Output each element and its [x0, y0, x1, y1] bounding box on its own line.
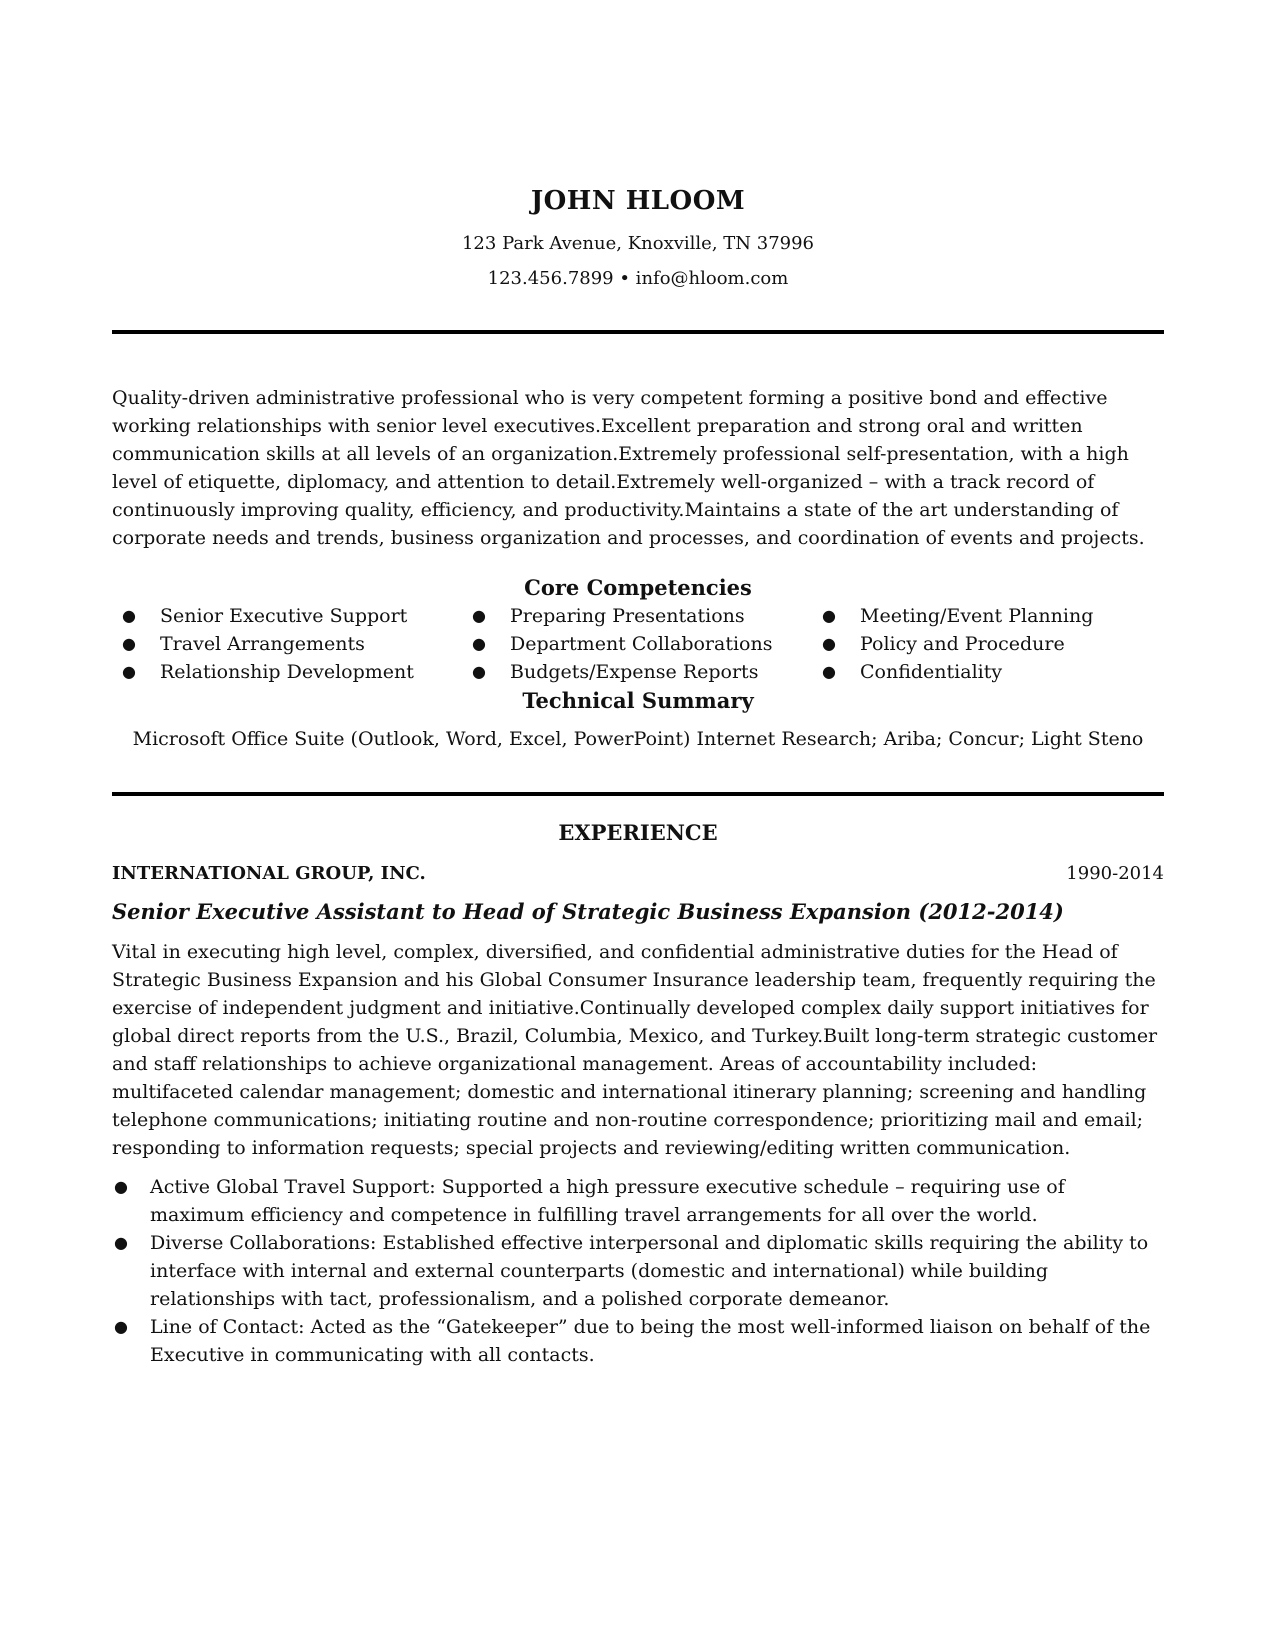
bullet-icon: ●	[472, 662, 486, 681]
bullet-icon: ●	[122, 606, 136, 625]
bullet-icon: ●	[122, 662, 136, 681]
company-row	[112, 860, 1164, 888]
competency-item: ● Policy and Procedure	[812, 630, 1093, 658]
competency-item: ● Senior Executive Support	[112, 602, 414, 630]
technical-summary-text: Microsoft Office Suite (Outlook, Word, Excel, PowerPoint) Internet Research; Ariba; Concur; Light Steno	[132, 728, 1144, 750]
bullet-icon: ●	[472, 634, 486, 653]
address-line: 123 Park Avenue, Knoxville, TN 37996	[461, 233, 815, 254]
core-competencies-list	[112, 602, 1164, 692]
competency-item: ● Relationship Development	[112, 658, 414, 686]
technical-summary-heading: Technical Summary	[522, 688, 754, 713]
phone-email-line: 123.456.7899 • info@hloom.com	[487, 268, 789, 289]
bullet-icon: ●	[822, 662, 836, 681]
competency-column-3	[812, 602, 1093, 686]
header-divider	[112, 330, 1164, 334]
section-divider	[112, 792, 1164, 796]
competency-item: ● Budgets/Expense Reports	[462, 658, 772, 686]
core-competencies-heading: Core Competencies	[524, 575, 752, 600]
bullet-icon: ●	[122, 634, 136, 653]
employment-dates: 1990-2014	[1066, 863, 1164, 884]
list-item: ● Diverse Collaborations: Established effective interpersonal and diplomatic skills requiring the ability to interface with internal and external counterparts (domestic and international) while building relationships with tact, professionalism, and a polished corporate demeanor.	[112, 1229, 1164, 1313]
bullet-icon: ●	[114, 1233, 128, 1252]
list-item: ● Active Global Travel Support: Supported a high pressure executive schedule – requiring use of maximum efficiency and competence in fulfilling travel arrangements for all over the world.	[112, 1173, 1164, 1229]
competency-item: ● Confidentiality	[812, 658, 1093, 686]
bullet-icon: ●	[472, 606, 486, 625]
achievement-list	[112, 1173, 1164, 1369]
competency-item: ● Travel Arrangements	[112, 630, 414, 658]
candidate-name: JOHN HLOOM	[530, 186, 746, 216]
competency-item: ● Meeting/Event Planning	[812, 602, 1093, 630]
job-title: Senior Executive Assistant to Head of Strategic Business Expansion (2012-2014)	[112, 899, 1064, 924]
resume-page	[112, 0, 1164, 1650]
competency-column-2	[462, 602, 772, 686]
bullet-icon: ●	[822, 606, 836, 625]
bullet-icon: ●	[114, 1317, 128, 1336]
competency-item: ● Department Collaborations	[462, 630, 772, 658]
experience-heading: EXPERIENCE	[558, 820, 718, 845]
company-name: INTERNATIONAL GROUP, INC.	[112, 863, 426, 884]
bullet-icon: ●	[822, 634, 836, 653]
competency-item: ● Preparing Presentations	[462, 602, 772, 630]
job-description: Vital in executing high level, complex, diversified, and confidential administrative duties for the Head of Strategic Business Expansion and his Global Consumer Insurance leadership team, frequently requiring the exercise of independent judgment and initiative.Continually developed complex daily support initiatives for global direct reports from the U.S., Brazil, Columbia, Mexico, and Turkey.Built long-term strategic customer and staff relationships to achieve organizational management. Areas of accountability included: multifaceted calendar management; domestic and international itinerary planning; screening and handling telephone communications; initiating routine and non-routine correspondence; prioritizing mail and email; responding to information requests; special projects and reviewing/editing written communication.	[112, 941, 1158, 1159]
competency-column-1	[112, 602, 414, 686]
professional-summary: Quality-driven administrative professional who is very competent forming a positive bond and effective working relationships with senior level executives.Excellent preparation and strong oral and written communication skills at all levels of an organization.Extremely professional self-presentation, with a high level of etiquette, diplomacy, and attention to detail.Extremely well-organized – with a track record of continuously improving quality, efficiency, and productivity.Maintains a state of the art understanding of corporate needs and trends, business organization and processes, and coordination of events and projects.	[112, 387, 1145, 549]
list-item: ● Line of Contact: Acted as the “Gatekeeper” due to being the most well-informed liaison on behalf of the Executive in communicating with all contacts.	[112, 1313, 1164, 1369]
bullet-icon: ●	[114, 1177, 128, 1196]
